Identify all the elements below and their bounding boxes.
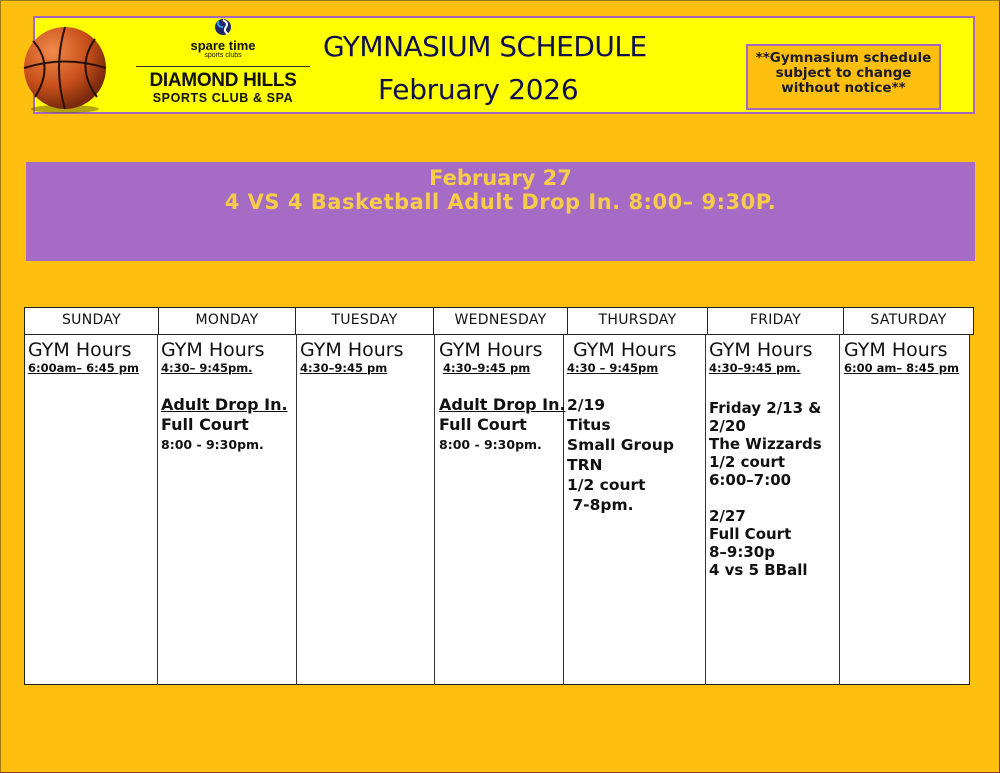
gym-hours-heading: GYM Hours bbox=[709, 339, 813, 361]
logo-club-subtitle: SPORTS CLUB & SPA bbox=[152, 91, 294, 105]
event-line: 7-8pm. bbox=[567, 496, 634, 514]
page-title: GYMNASIUM SCHEDULE bbox=[323, 30, 647, 63]
event-line: 1/2 court bbox=[709, 453, 786, 471]
event-line: Titus bbox=[567, 416, 611, 434]
friday-event-2 bbox=[709, 507, 822, 579]
banner-event: 4 VS 4 Basketball Adult Drop In. 8:00– 9:30P. bbox=[224, 190, 777, 214]
event-line: Small Group bbox=[567, 436, 674, 454]
cell-sunday bbox=[28, 339, 139, 375]
gym-hours-heading: GYM Hours bbox=[573, 339, 677, 361]
page-month: February 2026 bbox=[378, 73, 579, 106]
day-header-sunday: SUNDAY bbox=[24, 307, 159, 335]
gym-hours-heading: GYM Hours bbox=[439, 339, 543, 361]
column-divider bbox=[296, 335, 297, 685]
club-logo bbox=[136, 18, 310, 110]
gym-hours-heading: GYM Hours bbox=[300, 339, 404, 361]
event-time: 8:00 - 9:30pm. bbox=[439, 437, 542, 452]
logo-brand-sub: sports clubs bbox=[204, 52, 242, 59]
event-line: 2/19 bbox=[567, 396, 606, 414]
event-detail: Full Court bbox=[439, 415, 527, 434]
event-banner bbox=[26, 162, 975, 261]
logo-divider bbox=[136, 66, 310, 67]
event-detail: Full Court bbox=[161, 415, 249, 434]
day-header-friday: FRIDAY bbox=[707, 307, 844, 335]
event-line: 8–9:30p bbox=[709, 543, 775, 561]
schedule-notice: **Gymnasium schedule subject to change without notice** bbox=[746, 44, 941, 110]
column-divider bbox=[434, 335, 435, 685]
event-line: TRN bbox=[567, 456, 603, 474]
spiral-logo-icon bbox=[214, 18, 232, 36]
gym-hours-time: 4:30–9:45 pm. bbox=[709, 361, 801, 375]
gym-hours-time: 6:00 am– 8:45 pm bbox=[844, 361, 959, 375]
logo-brand-top: spare time bbox=[190, 38, 256, 53]
event-time: 8:00 - 9:30pm. bbox=[161, 437, 264, 452]
banner-date: February 27 bbox=[429, 166, 572, 190]
thursday-event bbox=[567, 395, 676, 515]
cell-thursday bbox=[567, 339, 676, 515]
event-line: Full Court bbox=[709, 525, 792, 543]
event-line: Friday 2/13 & bbox=[709, 399, 822, 417]
event-line: 6:00–7:00 bbox=[709, 471, 792, 489]
event-title: Adult Drop In. bbox=[161, 395, 288, 414]
gym-hours-time: 6:00am– 6:45 pm bbox=[28, 361, 139, 375]
friday-event-1 bbox=[709, 399, 822, 489]
day-header-monday: MONDAY bbox=[158, 307, 296, 335]
event-line: The Wizzards bbox=[709, 435, 822, 453]
column-divider bbox=[705, 335, 706, 685]
day-header-saturday: SATURDAY bbox=[843, 307, 974, 335]
cell-saturday bbox=[844, 339, 959, 375]
gym-hours-time: 4:30– 9:45pm. bbox=[161, 361, 253, 375]
event-line: 4 vs 5 BBall bbox=[709, 561, 808, 579]
gym-hours-heading: GYM Hours bbox=[161, 339, 265, 361]
cell-wednesday bbox=[439, 339, 566, 454]
basketball-icon bbox=[21, 25, 109, 113]
gym-hours-heading: GYM Hours bbox=[844, 339, 948, 361]
gym-hours-time: 4:30–9:45 pm bbox=[443, 361, 531, 375]
gym-hours-time: 4:30–9:45 pm bbox=[300, 361, 388, 375]
gym-hours-time: 4:30 – 9:45pm bbox=[567, 361, 659, 375]
event-line: 1/2 court bbox=[567, 476, 646, 494]
column-divider bbox=[839, 335, 840, 685]
day-header-thursday: THURSDAY bbox=[567, 307, 708, 335]
cell-friday bbox=[709, 339, 822, 579]
logo-club-name: DIAMOND HILLS bbox=[149, 70, 297, 91]
column-divider bbox=[157, 335, 158, 685]
event-line: 2/20 bbox=[709, 417, 746, 435]
day-header-tuesday: TUESDAY bbox=[295, 307, 434, 335]
event-line: 2/27 bbox=[709, 507, 746, 525]
cell-tuesday bbox=[300, 339, 403, 375]
day-header-wednesday: WEDNESDAY bbox=[433, 307, 568, 335]
event-title: Adult Drop In. bbox=[439, 395, 566, 414]
cell-monday bbox=[161, 339, 288, 454]
gym-hours-heading: GYM Hours bbox=[28, 339, 132, 361]
